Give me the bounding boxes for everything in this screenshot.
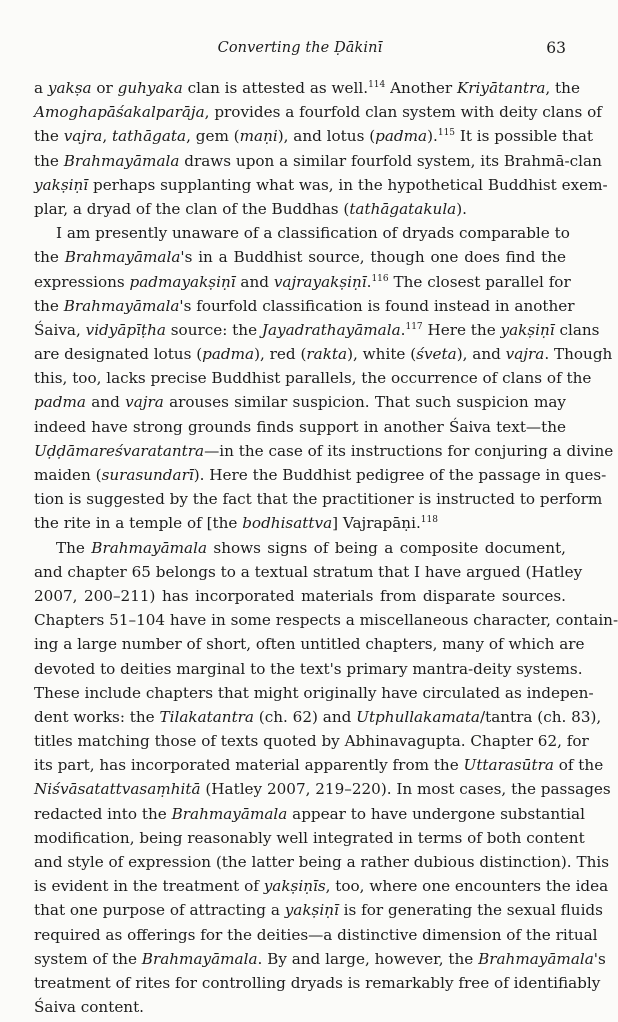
page-header (34, 40, 566, 62)
italic-term: Brahmayāmala (141, 949, 258, 968)
text-run: is for generating the sexual fluids (338, 901, 603, 920)
text-line (34, 729, 589, 753)
text-run: (ch. 62) and (253, 707, 357, 726)
italic-term: yakṣa (47, 79, 92, 97)
italic-term: Jayadrathayāmala (261, 320, 401, 339)
footnote-ref: 117 (405, 321, 423, 332)
text-line (34, 777, 611, 801)
body-text (34, 76, 618, 1019)
text-run: appear to have undergone substantial (287, 804, 585, 823)
text-run: . Though (544, 345, 613, 364)
text-run: that one purpose of attracting a (34, 901, 285, 920)
italic-term: yakṣiṇī (500, 320, 555, 339)
text-run: 's in a Buddhist source, though one does find the (180, 248, 566, 267)
italic-term: tathāgata (112, 127, 187, 146)
italic-term: Uḍḍāmareśvaratantra (34, 441, 205, 460)
paragraph (34, 221, 614, 535)
italic-term: Brahmayāmala (478, 949, 594, 968)
text-line (34, 463, 607, 487)
text-run: , gem ( (186, 127, 240, 146)
text-run: , (102, 127, 113, 146)
italic-term: Brahmayāmala (171, 804, 288, 823)
footnote-ref: 114 (368, 80, 386, 90)
italic-term: yakṣiṇīs (263, 877, 326, 896)
italic-term: śveta (416, 345, 457, 364)
italic-term: Brahmayāmala (63, 296, 180, 315)
text-line (34, 874, 609, 898)
italic-term: rakta (306, 345, 348, 364)
italic-term: guhyaka (117, 79, 183, 97)
text-run: required as offerings for the deities—a distinctive dimension of the ritual (34, 925, 598, 944)
text-run: this, too, lacks precise Buddhist parallels, the occurrence of clans of the (34, 369, 592, 388)
text-run: perhaps supplanting what was, in the hypothetical Buddhist exem- (88, 175, 608, 194)
text-line (34, 947, 606, 971)
text-run: , provides a fourfold clan system with deity clans of (204, 103, 602, 122)
paragraph (34, 76, 608, 221)
text-run: (Hatley 2007, 219–220). In most cases, the passages (200, 780, 611, 799)
italic-term: padmayakṣiṇī (129, 272, 236, 291)
text-run: the (34, 151, 64, 170)
text-line (34, 753, 604, 777)
text-line (34, 971, 601, 995)
text-run: or (91, 79, 118, 97)
text-run: Another (385, 79, 457, 97)
italic-term: Kriyātantra (456, 79, 546, 97)
text-run: redacted into the (34, 804, 172, 823)
text-line (34, 923, 598, 947)
text-line (34, 100, 602, 124)
text-run: Śaiva, (34, 320, 86, 339)
text-run: The (56, 538, 92, 557)
italic-term: padma (202, 345, 255, 364)
text-run: ing a large number of short, often untitled chapters, many of which are (34, 635, 585, 654)
italic-term: surasundarī (101, 466, 194, 484)
text-line (34, 221, 570, 245)
italic-term: vajra (63, 127, 103, 146)
text-line (34, 511, 566, 535)
text-line (34, 995, 566, 1019)
text-run: clan is attested as well. (182, 79, 369, 97)
italic-term: Niśvāsatattvasaṃhitā (34, 780, 201, 799)
italic-term: Brahmayāmala (91, 538, 208, 557)
text-run: ). Here the Buddhist pedigree of the passage in ques- (193, 466, 607, 484)
italic-term: tathāgatakula (349, 199, 457, 218)
text-line (34, 657, 583, 681)
text-run: the rite in a temple of [the (34, 514, 243, 533)
text-run: ), and lotus ( (277, 127, 376, 146)
text-run: titles matching those of texts quoted by Abhinavagupta. Chapter 62, for (34, 732, 589, 751)
text-line (34, 124, 594, 148)
text-run: the (34, 127, 64, 146)
italic-term: vajra (125, 393, 164, 412)
text-line (34, 560, 583, 584)
italic-term: yakṣiṇī (284, 901, 339, 920)
italic-term: Brahmayāmala (63, 151, 180, 170)
text-line (34, 149, 602, 173)
text-run: dent works: the (34, 707, 160, 726)
text-line (34, 390, 566, 414)
text-run: tion is suggested by the fact that the practitioner is instructed to perform (34, 490, 603, 509)
text-run: It is possible that (455, 127, 594, 146)
text-run: Chapters 51–104 have in some respects a miscellaneous character, contain- (34, 611, 618, 630)
text-run: . (366, 272, 372, 291)
text-run: ). (456, 199, 468, 218)
text-run: . By and large, however, the (257, 949, 479, 968)
text-run: source: the (165, 320, 262, 339)
text-line (34, 197, 566, 221)
text-line (34, 342, 613, 366)
text-run: treatment of rites for controlling dryads is remarkably free of identifiably (34, 973, 601, 992)
text-run: plar, a dryad of the clan of the Buddhas ( (34, 199, 350, 218)
text-line (34, 76, 580, 100)
text-line (34, 487, 603, 511)
text-line (34, 705, 602, 729)
text-line (34, 608, 618, 632)
text-run: The closest parallel for (388, 272, 571, 291)
text-run: These include chapters that might originally have circulated as indepen- (34, 683, 594, 702)
text-line (34, 415, 566, 439)
text-run: ). (427, 127, 438, 146)
text-run: I am presently unaware of a classification of dryads comparable to (56, 224, 570, 243)
text-run: shows signs of being a composite document, (207, 538, 566, 557)
text-run: ), and (456, 345, 506, 364)
italic-term: Amoghapāśakalparāja (34, 103, 205, 122)
text-run: , too, where one encounters the idea (325, 877, 609, 896)
text-line (34, 850, 610, 874)
text-line (34, 632, 585, 656)
footnote-ref: 115 (437, 128, 456, 139)
italic-term: vajra (505, 345, 545, 364)
text-run: . (400, 320, 406, 339)
text-run: 2007, 200–211) has incorporated materials from disparate sources. (34, 586, 566, 605)
italic-term: vidyāpīṭha (85, 320, 166, 339)
italic-term: padma (34, 393, 86, 412)
italic-term: yakṣiṇī (34, 175, 89, 194)
running-head: Converting the Ḍākinī (217, 40, 383, 56)
text-run: draws upon a similar fourfold system, its Brahmā-clan (179, 151, 602, 170)
text-line (34, 898, 603, 922)
text-line (34, 802, 585, 826)
text-line (34, 439, 614, 463)
text-run: Here the (422, 320, 501, 339)
text-run: 's fourfold classification is found instead in another (179, 296, 575, 315)
text-run: is evident in the treatment of (34, 877, 264, 896)
italic-term: bodhisattva (242, 514, 333, 533)
text-run: indeed have strong grounds finds support in another Śaiva text—the (34, 417, 566, 436)
text-run: the (34, 248, 65, 267)
text-run: and (85, 393, 126, 412)
text-run: devoted to deities marginal to the text's primary mantra-deity systems. (34, 659, 583, 678)
text-run: expressions (34, 272, 130, 291)
paragraph (34, 536, 618, 1020)
text-run: —in the case of its instructions for conjuring a divine (204, 441, 614, 460)
text-run: Śaiva content. (34, 998, 145, 1017)
text-run: ), white ( (347, 345, 417, 364)
text-line (34, 681, 594, 705)
text-run: and style of expression (the latter being a rather dubious distinction). This (34, 853, 610, 871)
text-run: modification, being reasonably well integrated in terms of both content (34, 828, 585, 847)
page-number: 63 (546, 39, 566, 57)
text-run: clans (554, 320, 600, 339)
text-run: of the (553, 756, 604, 775)
text-run: ), red ( (254, 345, 307, 364)
text-run: 's (593, 949, 606, 968)
italic-term: vajrayakṣiṇī (273, 272, 367, 291)
text-run: maiden ( (34, 466, 102, 484)
italic-term: Utphullakamata (356, 707, 480, 726)
text-run: , the (545, 79, 580, 97)
text-line (34, 318, 600, 342)
text-run: ] Vajrapāṇi. (332, 514, 421, 533)
text-run: are designated lotus ( (34, 345, 203, 364)
text-line (34, 294, 575, 318)
text-line (34, 173, 608, 197)
italic-term: Tilakatantra (159, 707, 254, 726)
italic-term: Brahmayāmala (64, 248, 181, 267)
text-line (34, 826, 585, 850)
text-run: system of the (34, 949, 142, 968)
text-run: a (34, 79, 48, 97)
italic-term: padma (375, 127, 428, 146)
text-run: the (34, 296, 64, 315)
text-line (34, 536, 566, 560)
text-run: arouses similar suspicion. That such suspicion may (163, 393, 566, 412)
italic-term: maṇi (239, 127, 278, 146)
footnote-ref: 116 (371, 273, 389, 284)
text-run: /tantra (ch. 83), (480, 707, 602, 726)
text-line (34, 366, 592, 390)
text-run: its part, has incorporated material apparently from the (34, 756, 464, 775)
text-run: and (235, 272, 274, 291)
footnote-ref: 118 (420, 515, 438, 526)
text-line (34, 245, 566, 269)
text-line (34, 270, 571, 294)
text-run: and chapter 65 belongs to a textual stratum that I have argued (Hatley (34, 562, 583, 581)
text-line (34, 584, 566, 608)
italic-term: Uttarasūtra (463, 756, 554, 775)
